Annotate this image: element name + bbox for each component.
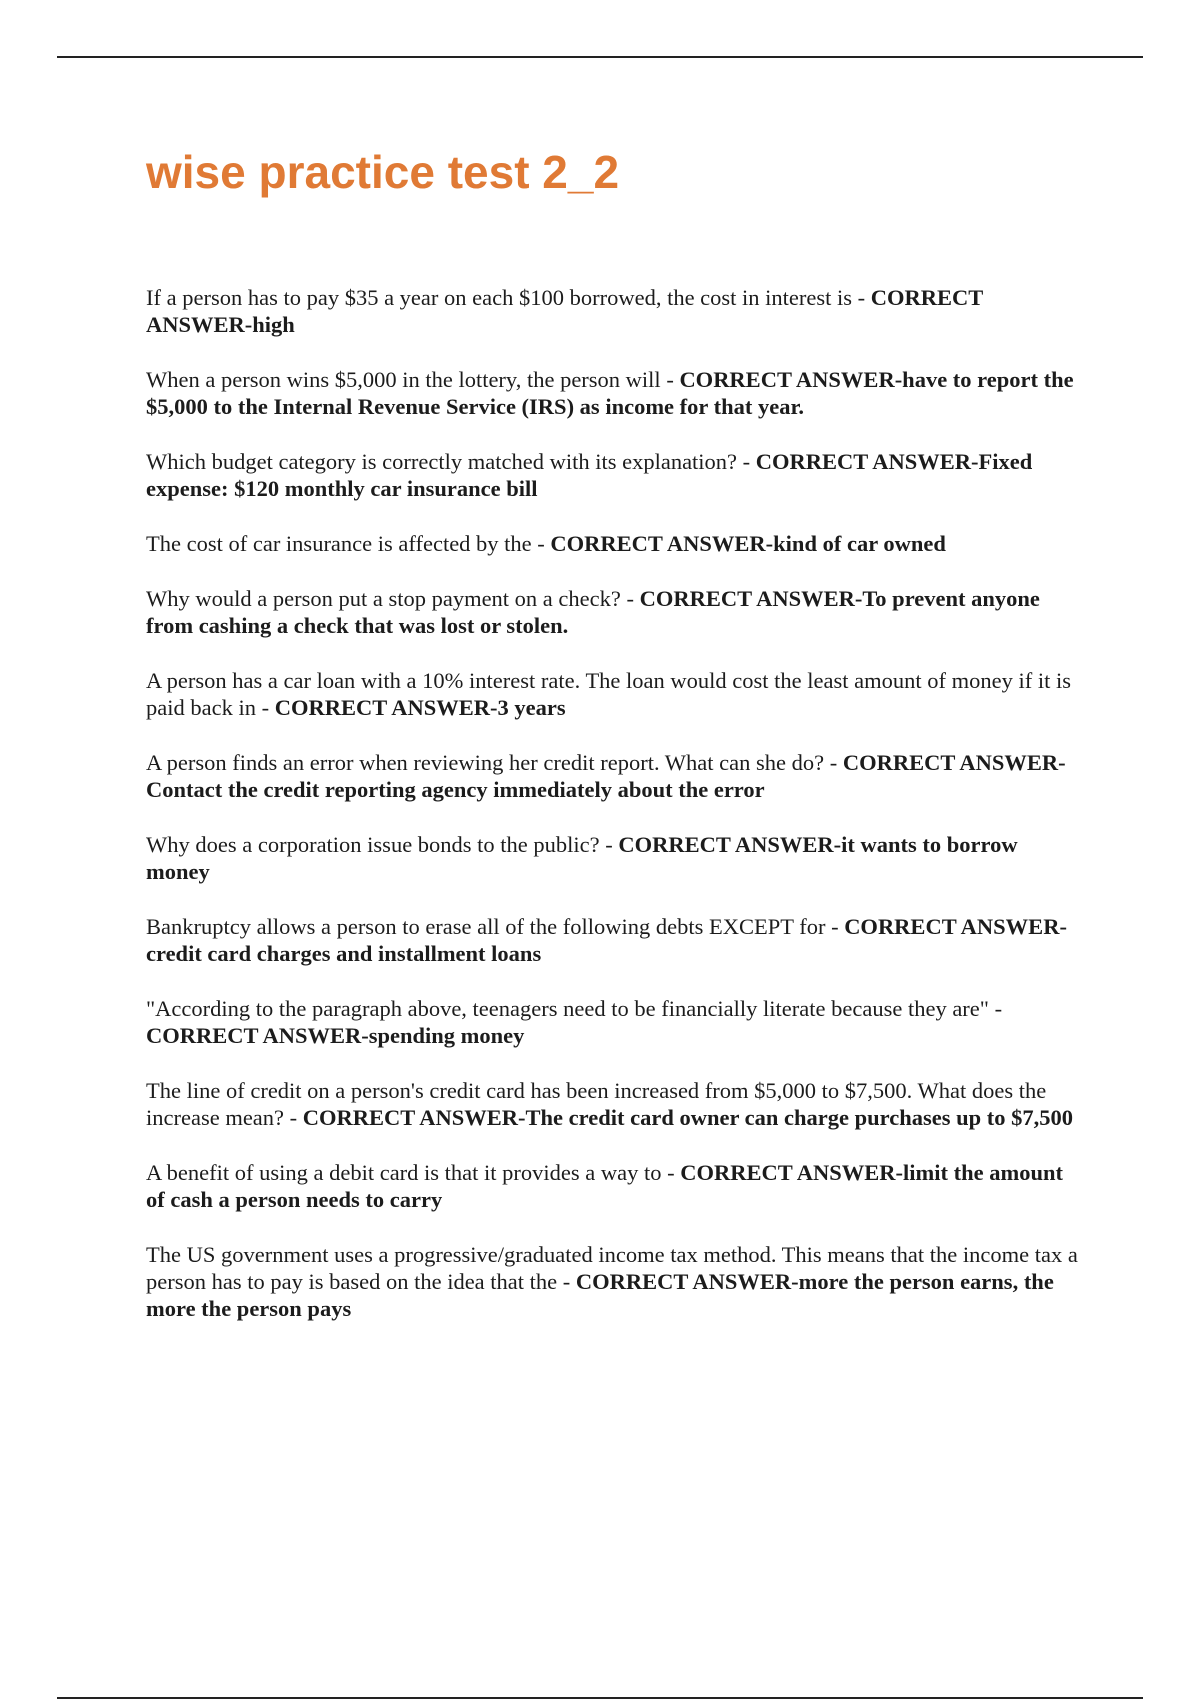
question-item xyxy=(146,1241,1086,1322)
correct-answer-text: CORRECT ANSWER-Fixed expense: $120 monthly car insurance bill xyxy=(146,449,1033,501)
question-item xyxy=(146,284,1086,338)
question-text: A person finds an error when reviewing her credit report. What can she do? - xyxy=(146,750,843,775)
question-item xyxy=(146,995,1086,1049)
question-text: The US government uses a progressive/graduated income tax method. This means that the income tax a person has to pay is based on the idea that the - xyxy=(146,1242,1078,1294)
question-text: Bankruptcy allows a person to erase all of the following debts EXCEPT for - xyxy=(146,914,845,939)
correct-answer-text: CORRECT ANSWER-have to report the $5,000 to the Internal Revenue Service (IRS) as income for that year. xyxy=(146,367,1074,419)
question-item xyxy=(146,1077,1086,1131)
question-item xyxy=(146,585,1086,639)
correct-answer-text: CORRECT ANSWER-Contact the credit reporting agency immediately about the error xyxy=(146,750,1066,802)
question-text: A benefit of using a debit card is that it provides a way to - xyxy=(146,1160,681,1185)
question-text: "According to the paragraph above, teenagers need to be financially literate because they are" - xyxy=(146,996,1003,1021)
question-text: Which budget category is correctly matched with its explanation? - xyxy=(146,449,756,474)
question-item xyxy=(146,667,1086,721)
footer-rule xyxy=(57,1697,1143,1699)
question-item xyxy=(146,530,1086,557)
question-item xyxy=(146,1159,1086,1213)
question-item xyxy=(146,448,1086,502)
correct-answer-text: CORRECT ANSWER-The credit card owner can charge purchases up to $7,500 xyxy=(302,1105,1074,1130)
question-item xyxy=(146,831,1086,885)
question-item xyxy=(146,749,1086,803)
header-rule xyxy=(57,56,1143,58)
question-item xyxy=(146,366,1086,420)
correct-answer-text: CORRECT ANSWER-credit card charges and installment loans xyxy=(146,914,1067,966)
correct-answer-text: CORRECT ANSWER-more the person earns, the more the person pays xyxy=(146,1269,1054,1321)
correct-answer-text: CORRECT ANSWER-kind of car owned xyxy=(550,531,946,556)
question-text: If a person has to pay $35 a year on each $100 borrowed, the cost in interest is - xyxy=(146,285,871,310)
correct-answer-text: CORRECT ANSWER-it wants to borrow money xyxy=(146,832,1018,884)
correct-answer-text: CORRECT ANSWER-limit the amount of cash a person needs to carry xyxy=(146,1160,1063,1212)
correct-answer-text: CORRECT ANSWER-3 years xyxy=(274,695,566,720)
question-list xyxy=(146,284,1086,1350)
question-item xyxy=(146,913,1086,967)
document-title: wise practice test 2_2 xyxy=(146,146,620,198)
correct-answer-text: CORRECT ANSWER-spending money xyxy=(146,1023,525,1048)
question-text: When a person wins $5,000 in the lottery, the person will - xyxy=(146,367,680,392)
correct-answer-text: CORRECT ANSWER-high xyxy=(146,285,983,337)
question-text: The line of credit on a person's credit card has been increased from $5,000 to $7,500. What does the increase mean? - xyxy=(146,1078,1047,1130)
question-text: A person has a car loan with a 10% interest rate. The loan would cost the least amount of money if it is paid back in - xyxy=(146,668,1071,720)
correct-answer-text: CORRECT ANSWER-To prevent anyone from cashing a check that was lost or stolen. xyxy=(146,586,1040,638)
question-text: Why does a corporation issue bonds to the public? - xyxy=(146,832,619,857)
question-text: The cost of car insurance is affected by the - xyxy=(146,531,551,556)
question-text: Why would a person put a stop payment on a check? - xyxy=(146,586,640,611)
